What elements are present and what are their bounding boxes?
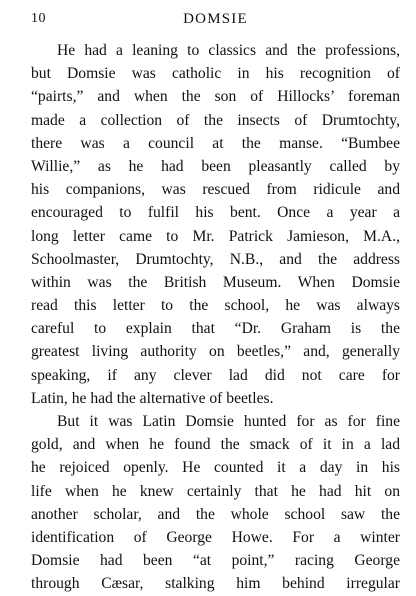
text-line: careful to explain that “Dr. Graham is the — [31, 320, 400, 338]
text-line: identification of George Howe. For a winter — [31, 528, 400, 546]
text-line: gold, and when he found the smack of it in a lad — [31, 436, 400, 454]
text-line: but Domsie was catholic in his recognition of — [31, 65, 400, 83]
text-line: Willie,” as he had been pleasantly called by — [31, 157, 400, 175]
text-line: through Cæsar, stalking him behind irregular — [31, 575, 400, 593]
text-line: speaking, if any clever lad did not care for — [31, 366, 400, 384]
text-line: his companions, was rescued from ridicule and — [31, 181, 400, 199]
paragraph-1 — [31, 39, 400, 410]
text-line: “pairts,” and when the son of Hillocks’ foreman — [31, 88, 400, 106]
page-number: 10 — [31, 11, 46, 26]
text-line: But it was Latin Domsie hunted for as for fine — [57, 413, 400, 430]
text-line: read this letter to the school, he was always — [31, 297, 400, 315]
text-line: Domsie had been “at point,” racing George — [31, 552, 400, 570]
text-line: within was the British Museum. When Domsie — [31, 273, 400, 291]
text-line: Latin, he had the alternative of beetles. — [31, 389, 274, 407]
text-body — [31, 39, 400, 596]
text-line: long letter came to Mr. Patrick Jamieson, M.A., — [31, 227, 400, 245]
running-head — [31, 11, 400, 31]
text-line: made a collection of the insects of Drumtochty, — [31, 111, 400, 129]
running-title: DOMSIE — [183, 11, 248, 27]
text-line: Schoolmaster, Drumtochty, N.B., and the address — [31, 250, 400, 268]
paragraph-2 — [31, 410, 400, 596]
text-line: he rejoiced openly. He counted it a day in his — [31, 459, 400, 477]
text-line: another scholar, and the whole school saw the — [31, 505, 400, 523]
text-line: life when he knew certainly that he had hit on — [31, 482, 400, 500]
text-line: there was a council at the manse. “Bumbee — [31, 134, 400, 152]
text-line: greatest living authority on beetles,” and, generally — [31, 343, 400, 361]
text-line: encouraged to fulfil his bent. Once a year a — [31, 204, 400, 222]
text-line: He had a leaning to classics and the professions, — [57, 42, 400, 59]
